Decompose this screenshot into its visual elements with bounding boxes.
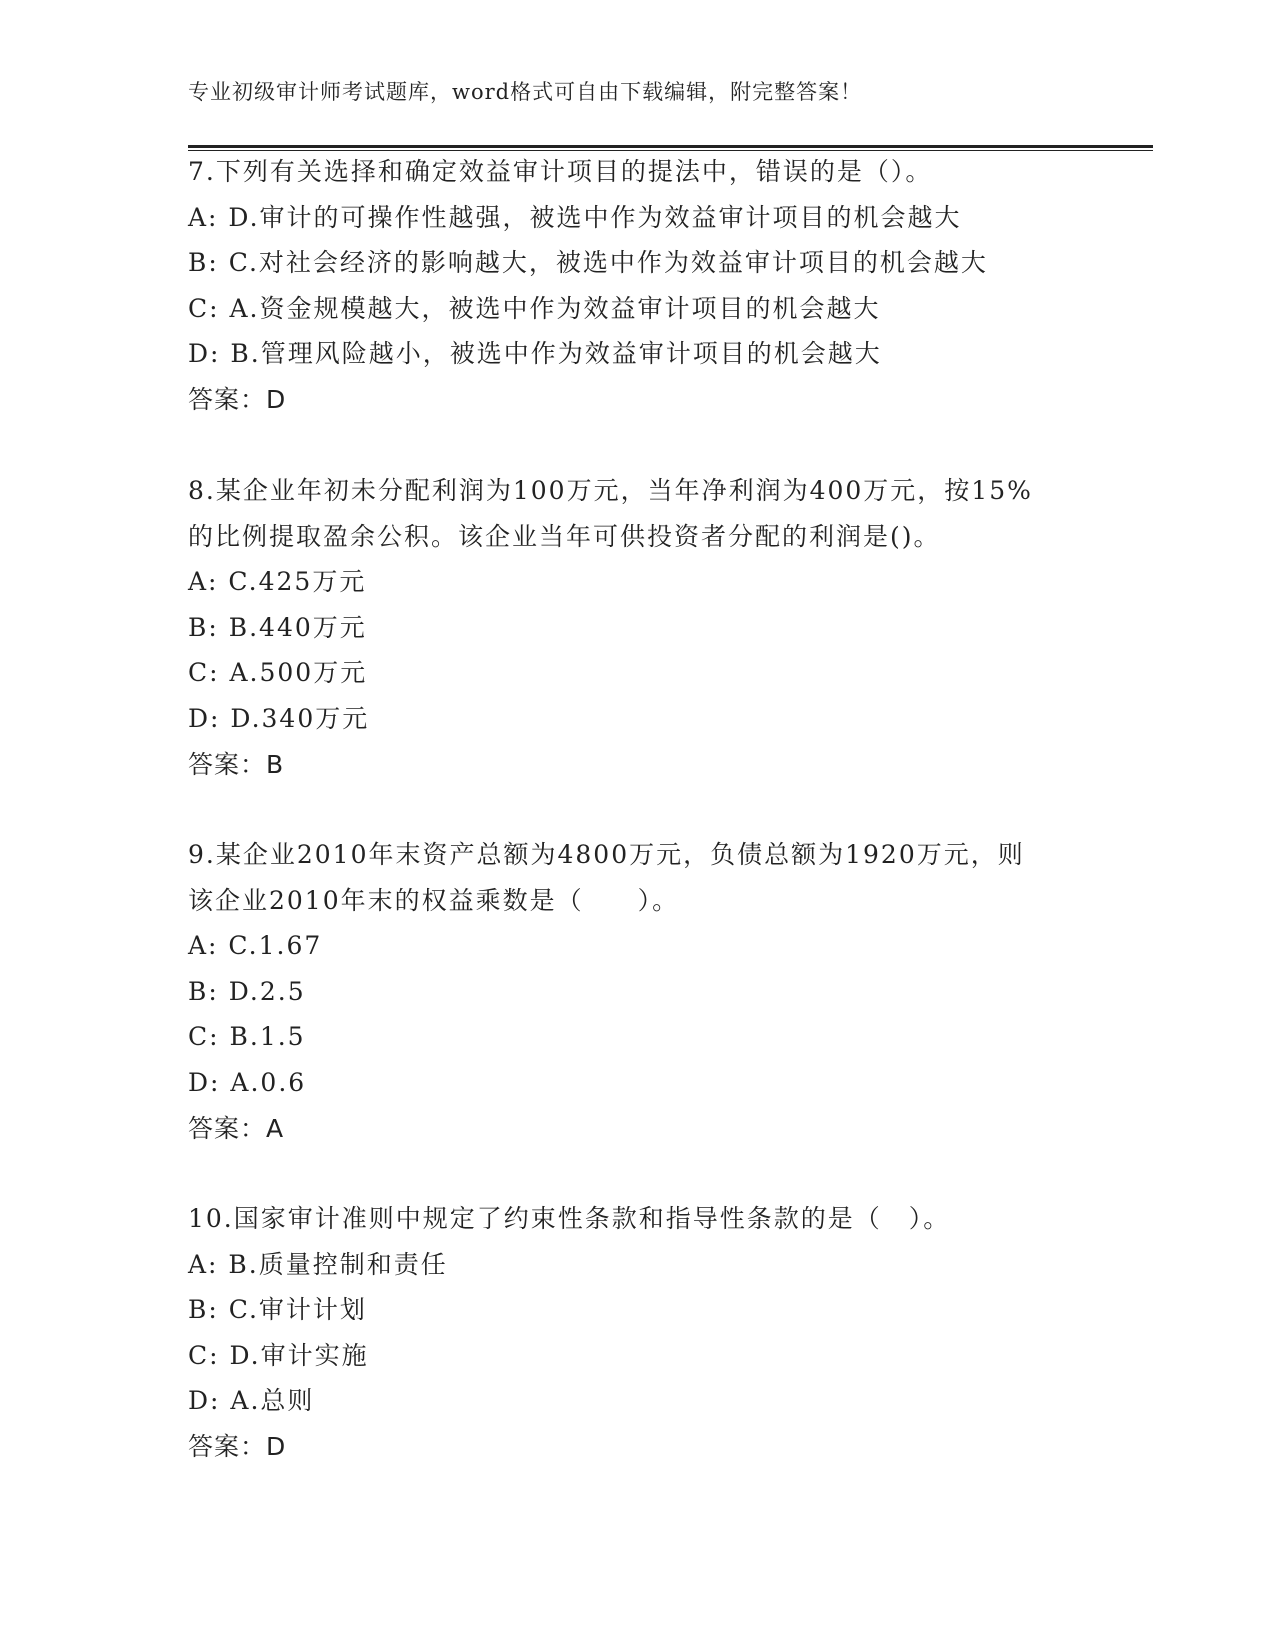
question-stem: 10.国家审计准则中规定了约束性条款和指导性条款的是（ ）。	[188, 1204, 951, 1233]
option-a: A: C.1.67	[188, 931, 323, 961]
question-9	[188, 832, 1153, 1151]
option-b: B: B.440万元	[188, 612, 367, 642]
question-stem: 8.某企业年初未分配利润为100万元，当年净利润为400万元，按15%	[188, 476, 1033, 505]
question-stem: 9.某企业2010年末资产总额为4800万元，负债总额为1920万元，则	[188, 840, 1025, 869]
answer: 答案：A	[188, 1113, 285, 1143]
answer: 答案：D	[188, 1431, 287, 1461]
option-a: A: D.审计的可操作性越强，被选中作为效益审计项目的机会越大	[188, 202, 962, 232]
answer: 答案：B	[188, 749, 285, 779]
question-7	[188, 149, 1153, 423]
question-stem: 7.下列有关选择和确定效益审计项目的提法中，错误的是（）。	[188, 157, 933, 186]
option-c: C: D.审计实施	[188, 1340, 369, 1370]
option-c: C: A.资金规模越大，被选中作为效益审计项目的机会越大	[188, 293, 881, 323]
option-b: B: C.审计计划	[188, 1295, 367, 1325]
option-a: A: B.质量控制和责任	[188, 1249, 448, 1279]
option-d: D: A.总则	[188, 1386, 315, 1416]
option-c: C: B.1.5	[188, 1022, 306, 1052]
question-stem-continued: 的比例提取盈余公积。该企业当年可供投资者分配的利润是()。	[188, 521, 941, 551]
option-a: A: C.425万元	[188, 567, 367, 597]
question-stem-continued: 该企业2010年末的权益乘数是（ ）。	[188, 885, 680, 915]
page-header: 专业初级审计师考试题库，word格式可自由下载编辑，附完整答案！	[188, 80, 863, 104]
option-d: D: D.340万元	[188, 703, 370, 733]
option-c: C: A.500万元	[188, 658, 368, 688]
option-b: B: C.对社会经济的影响越大，被选中作为效益审计项目的机会越大	[188, 248, 988, 278]
option-d: D: B.管理风险越小，被选中作为效益审计项目的机会越大	[188, 339, 882, 369]
option-b: B: D.2.5	[188, 976, 306, 1006]
question-8	[188, 468, 1153, 787]
answer: 答案：D	[188, 384, 287, 414]
option-d: D: A.0.6	[188, 1067, 307, 1097]
question-10	[188, 1196, 1153, 1470]
